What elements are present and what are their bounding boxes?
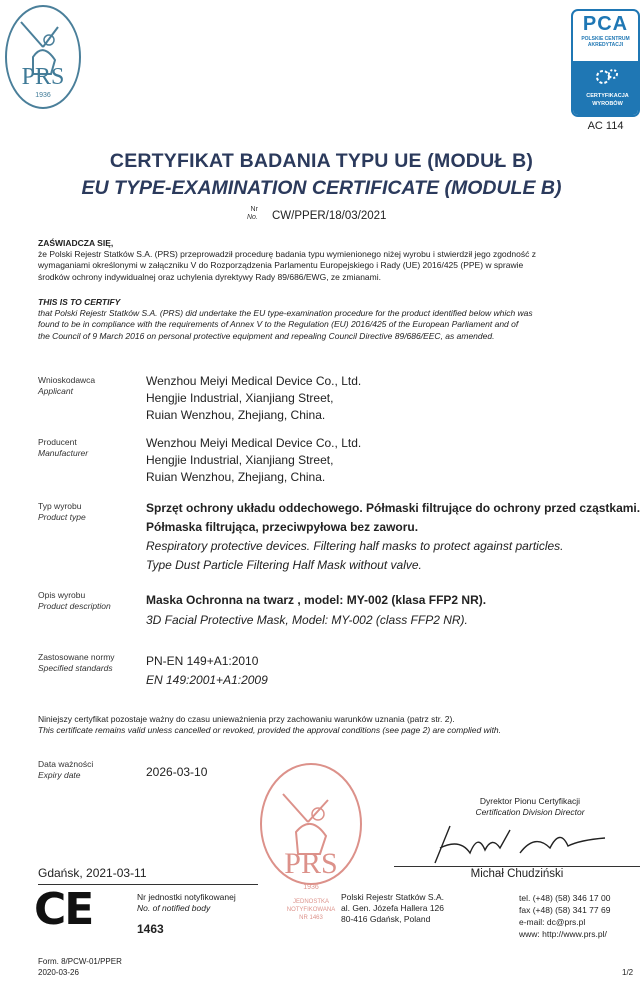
product-type-line: Respiratory protective devices. Filtering half masks to protect against particles. — [146, 539, 564, 553]
standards-label-pl: Zastosowane normy — [38, 652, 115, 662]
manufacturer-label — [38, 437, 88, 459]
validity-note-pl: Niniejszy certyfikat pozostaje ważny do czasu unieważnienia przy zachowaniu warunków uznania (patrz str. 2). — [38, 714, 455, 724]
address-line: al. Gen. Józefa Hallera 126 — [341, 903, 445, 913]
title-en: EU TYPE-EXAMINATION CERTIFICATE (MODULE B) — [81, 177, 562, 199]
expiry-label-pl: Data ważności — [38, 759, 94, 769]
ce-mark: CE — [34, 884, 93, 935]
stamp-sub2: NOTYFIKOWANA — [286, 907, 336, 913]
certify-pl-line: że Polski Rejestr Statków S.A. (PRS) przeprowadził procedurę badania typu wymienionego niżej wyrobu i stwierdził jego zgodność z — [38, 249, 536, 260]
standards-label — [38, 652, 115, 674]
certify-en-line: found to be in compliance with the requirements of Annex V to the Regulation (EU) 2016/425 of the European Parliament and of — [38, 319, 519, 330]
certify-en-line: that Polski Rejestr Statków S.A. (PRS) did undertake the EU type-examination procedure for the product identified below which was — [38, 308, 533, 319]
place-date: Gdańsk, 2021-03-11 — [38, 866, 147, 880]
form-date-line: 2020-03-26 — [38, 967, 79, 977]
manufacturer-value — [146, 435, 361, 486]
stamp-year: 1936 — [303, 884, 319, 891]
signature-line — [394, 866, 640, 867]
pca-logo-sub4: WYROBÓW — [592, 101, 623, 107]
applicant-label-pl: Wnioskodawca — [38, 375, 96, 385]
stamp-sub1: JEDNOSTKA — [292, 899, 329, 905]
form-code — [38, 957, 122, 978]
page-number: 1/2 — [622, 968, 634, 977]
notified-body-number: 1463 — [137, 922, 164, 936]
address-block — [341, 892, 444, 925]
applicant-label — [38, 375, 95, 397]
signatory-name: Michał Chudziński — [470, 868, 564, 880]
number-label-pl: Nr — [250, 206, 258, 213]
prs-logo-text: PRS — [21, 64, 65, 90]
notified-body-label-en: No. of notified body — [137, 903, 211, 913]
product-type-value — [146, 499, 641, 575]
gear-icon — [593, 65, 621, 89]
certify-pl-line: wymaganiami określonymi w załączniku V do Rozporządzenia Parlamentu Europejskiego i Rady (UE) 2016/425 (PPE) w sprawie — [38, 260, 524, 271]
product-type-line: Type Dust Particle Filtering Half Mask without valve. — [146, 558, 422, 572]
certify-en-line: the Council of 9 March 2016 on personal protective equipment and repealing Council Directive 89/686/EEC, as amended. — [38, 330, 495, 341]
pca-logo-sub1: POLSKIE CENTRUM — [581, 36, 630, 42]
address-line: Polski Rejestr Statków S.A. — [341, 892, 444, 902]
contact-fax: fax (+48) (58) 341 77 69 — [519, 905, 611, 915]
product-description-line: 3D Facial Protective Mask, Model: MY-002 (class FFP2 NR). — [146, 613, 468, 627]
number-labels — [247, 206, 258, 222]
applicant-label-en: Applicant — [38, 386, 73, 396]
notified-body — [137, 892, 236, 935]
prs-logo — [3, 2, 83, 112]
product-description-label-en: Product description — [38, 601, 111, 611]
product-description-label — [38, 590, 111, 612]
manufacturer-line: Wenzhou Meiyi Medical Device Co., Ltd. — [146, 436, 362, 450]
product-description-line: Maska Ochronna na twarz , model: MY-002 (klasa FFP2 NR). — [146, 593, 487, 607]
manufacturer-label-en: Manufacturer — [38, 448, 89, 458]
certify-pl-line: środków ochrony indywidualnej oraz uchylenia dyrektywy Rady 89/686/EWG, ze zmianami. — [38, 271, 381, 282]
manufacturer-line: Ruian Wenzhou, Zhejiang, China. — [146, 470, 326, 484]
manufacturer-label-pl: Producent — [38, 437, 77, 447]
standards-value — [146, 652, 268, 690]
notified-body-label-pl: Nr jednostki notyfikowanej — [137, 892, 236, 902]
certificate-number: CW/PPER/18/03/2021 — [272, 210, 387, 222]
contact-email[interactable]: e-mail: dc@prs.pl — [519, 917, 586, 927]
expiry-label-en: Expiry date — [38, 770, 81, 780]
product-type-label-pl: Typ wyrobu — [38, 501, 82, 511]
certify-pl-head: ZAŚWIADCZA SIĘ, — [38, 238, 114, 248]
director-title — [420, 796, 640, 818]
applicant-line: Wenzhou Meiyi Medical Device Co., Ltd. — [146, 374, 362, 388]
certify-en-head: THIS IS TO CERTIFY — [38, 297, 121, 307]
applicant-line: Ruian Wenzhou, Zhejiang, China. — [146, 408, 326, 422]
contact-www[interactable]: www: http://www.prs.pl/ — [519, 929, 607, 939]
pca-logo — [571, 9, 640, 117]
title-pl: CERTYFIKAT BADANIA TYPU UE (MODUŁ B) — [109, 150, 534, 172]
expiry-label — [38, 759, 93, 781]
pca-logo-title: PCA — [582, 13, 629, 35]
validity-note — [38, 714, 638, 736]
standards-line: EN 149:2001+A1:2009 — [146, 673, 268, 687]
standards-line: PN-EN 149+A1:2010 — [146, 654, 259, 668]
contact-tel: tel. (+48) (58) 346 17 00 — [519, 893, 611, 903]
product-type-label — [38, 501, 86, 523]
certify-en — [38, 297, 638, 342]
signature — [400, 818, 610, 868]
accreditation-code: AC 114 — [587, 120, 624, 132]
number-label-en: No. — [247, 214, 258, 221]
address-line: 80-416 Gdańsk, Poland — [341, 914, 431, 924]
standards-label-en: Specified standards — [38, 663, 113, 673]
product-description-label-pl: Opis wyrobu — [38, 590, 86, 600]
manufacturer-line: Hengjie Industrial, Xianjiang Street, — [146, 453, 334, 467]
pca-logo-sub2: AKREDYTACJI — [587, 42, 624, 48]
product-description-value — [146, 590, 486, 630]
applicant-line: Hengjie Industrial, Xianjiang Street, — [146, 391, 334, 405]
pca-logo-sub3: CERTYFIKACJA — [586, 93, 629, 99]
product-type-line: Półmaska filtrująca, przeciwpyłowa bez zaworu. — [146, 520, 419, 534]
prs-logo-year: 1936 — [35, 92, 51, 99]
certify-pl — [38, 238, 638, 283]
stamp-text: PRS — [284, 847, 338, 880]
director-title-en: Certification Division Director — [475, 807, 585, 817]
stamp-sub3: NR 1463 — [299, 915, 323, 921]
pca-logo-panel — [573, 61, 640, 117]
applicant-value — [146, 373, 361, 424]
validity-note-en: This certificate remains valid unless cancelled or revoked, provided the approval conditions (see page 2) are complied with. — [38, 725, 502, 736]
director-title-pl: Dyrektor Pionu Certyfikacji — [479, 796, 581, 806]
form-code-line: Form. 8/PCW-01/PPER — [38, 957, 122, 966]
product-type-line: Sprzęt ochrony układu oddechowego. Półmaski filtrujące do ochrony przed cząstkami. — [146, 501, 641, 515]
contact-block — [519, 892, 610, 940]
expiry-date: 2026-03-10 — [146, 765, 208, 779]
product-type-label-en: Product type — [38, 512, 86, 522]
